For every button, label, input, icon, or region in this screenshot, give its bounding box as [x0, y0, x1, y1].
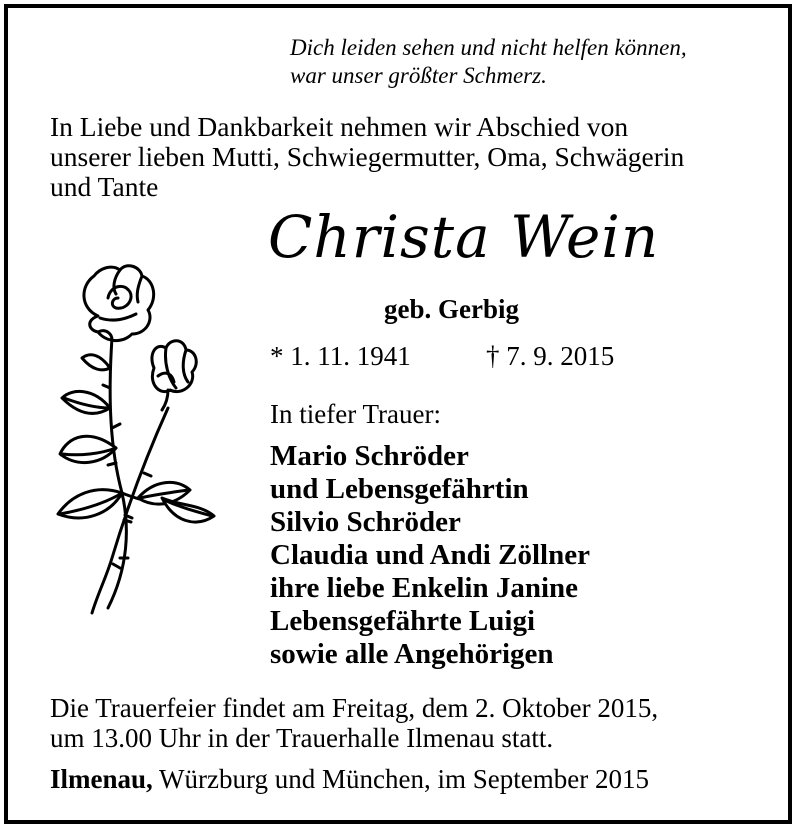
service-line-1: Die Trauerfeier findet am Freitag, dem 2. Oktober 2015,: [50, 693, 659, 723]
place-and-date: [50, 763, 649, 795]
mourner-item: und Lebensgefährtin: [270, 473, 529, 505]
intro-line-2: unserer lieben Mutti, Schwiegermutter, Oma, Schwägerin: [50, 141, 685, 172]
place-town: Ilmenau,: [50, 764, 153, 794]
mourner-item: Lebensgefährte Luigi: [270, 605, 536, 637]
mourners-list: [270, 440, 690, 671]
service-line-2: um 13.00 Uhr in der Trauerhalle Ilmenau statt.: [50, 723, 554, 753]
mourner-item: Claudia und Andi Zöllner: [270, 539, 590, 571]
death-date: † 7. 9. 2015: [486, 341, 615, 371]
maiden-name: geb. Gerbig: [384, 294, 519, 324]
service-info: [50, 693, 750, 753]
intro-line-3: und Tante: [50, 171, 159, 202]
mourning-intro: In tiefer Trauer:: [270, 399, 441, 429]
quote-line-2: war unser größter Schmerz.: [290, 63, 547, 88]
place-rest: Würzburg und München, im September 2015: [152, 764, 649, 794]
birth-date: * 1. 11. 1941: [270, 341, 411, 371]
mourner-item: sowie alle Angehörigen: [270, 638, 554, 670]
deceased-name: Christa Wein: [268, 203, 660, 271]
mourner-item: Silvio Schröder: [270, 506, 461, 538]
intro-text: [50, 112, 750, 202]
mourner-item: Mario Schröder: [270, 440, 469, 472]
rose-icon: [50, 258, 220, 628]
quote-line-1: Dich leiden sehen und nicht helfen können,: [290, 35, 687, 60]
intro-line-1: In Liebe und Dankbarkeit nehmen wir Abschied von: [50, 111, 629, 142]
mourner-item: ihre liebe Enkelin Janine: [270, 572, 579, 604]
